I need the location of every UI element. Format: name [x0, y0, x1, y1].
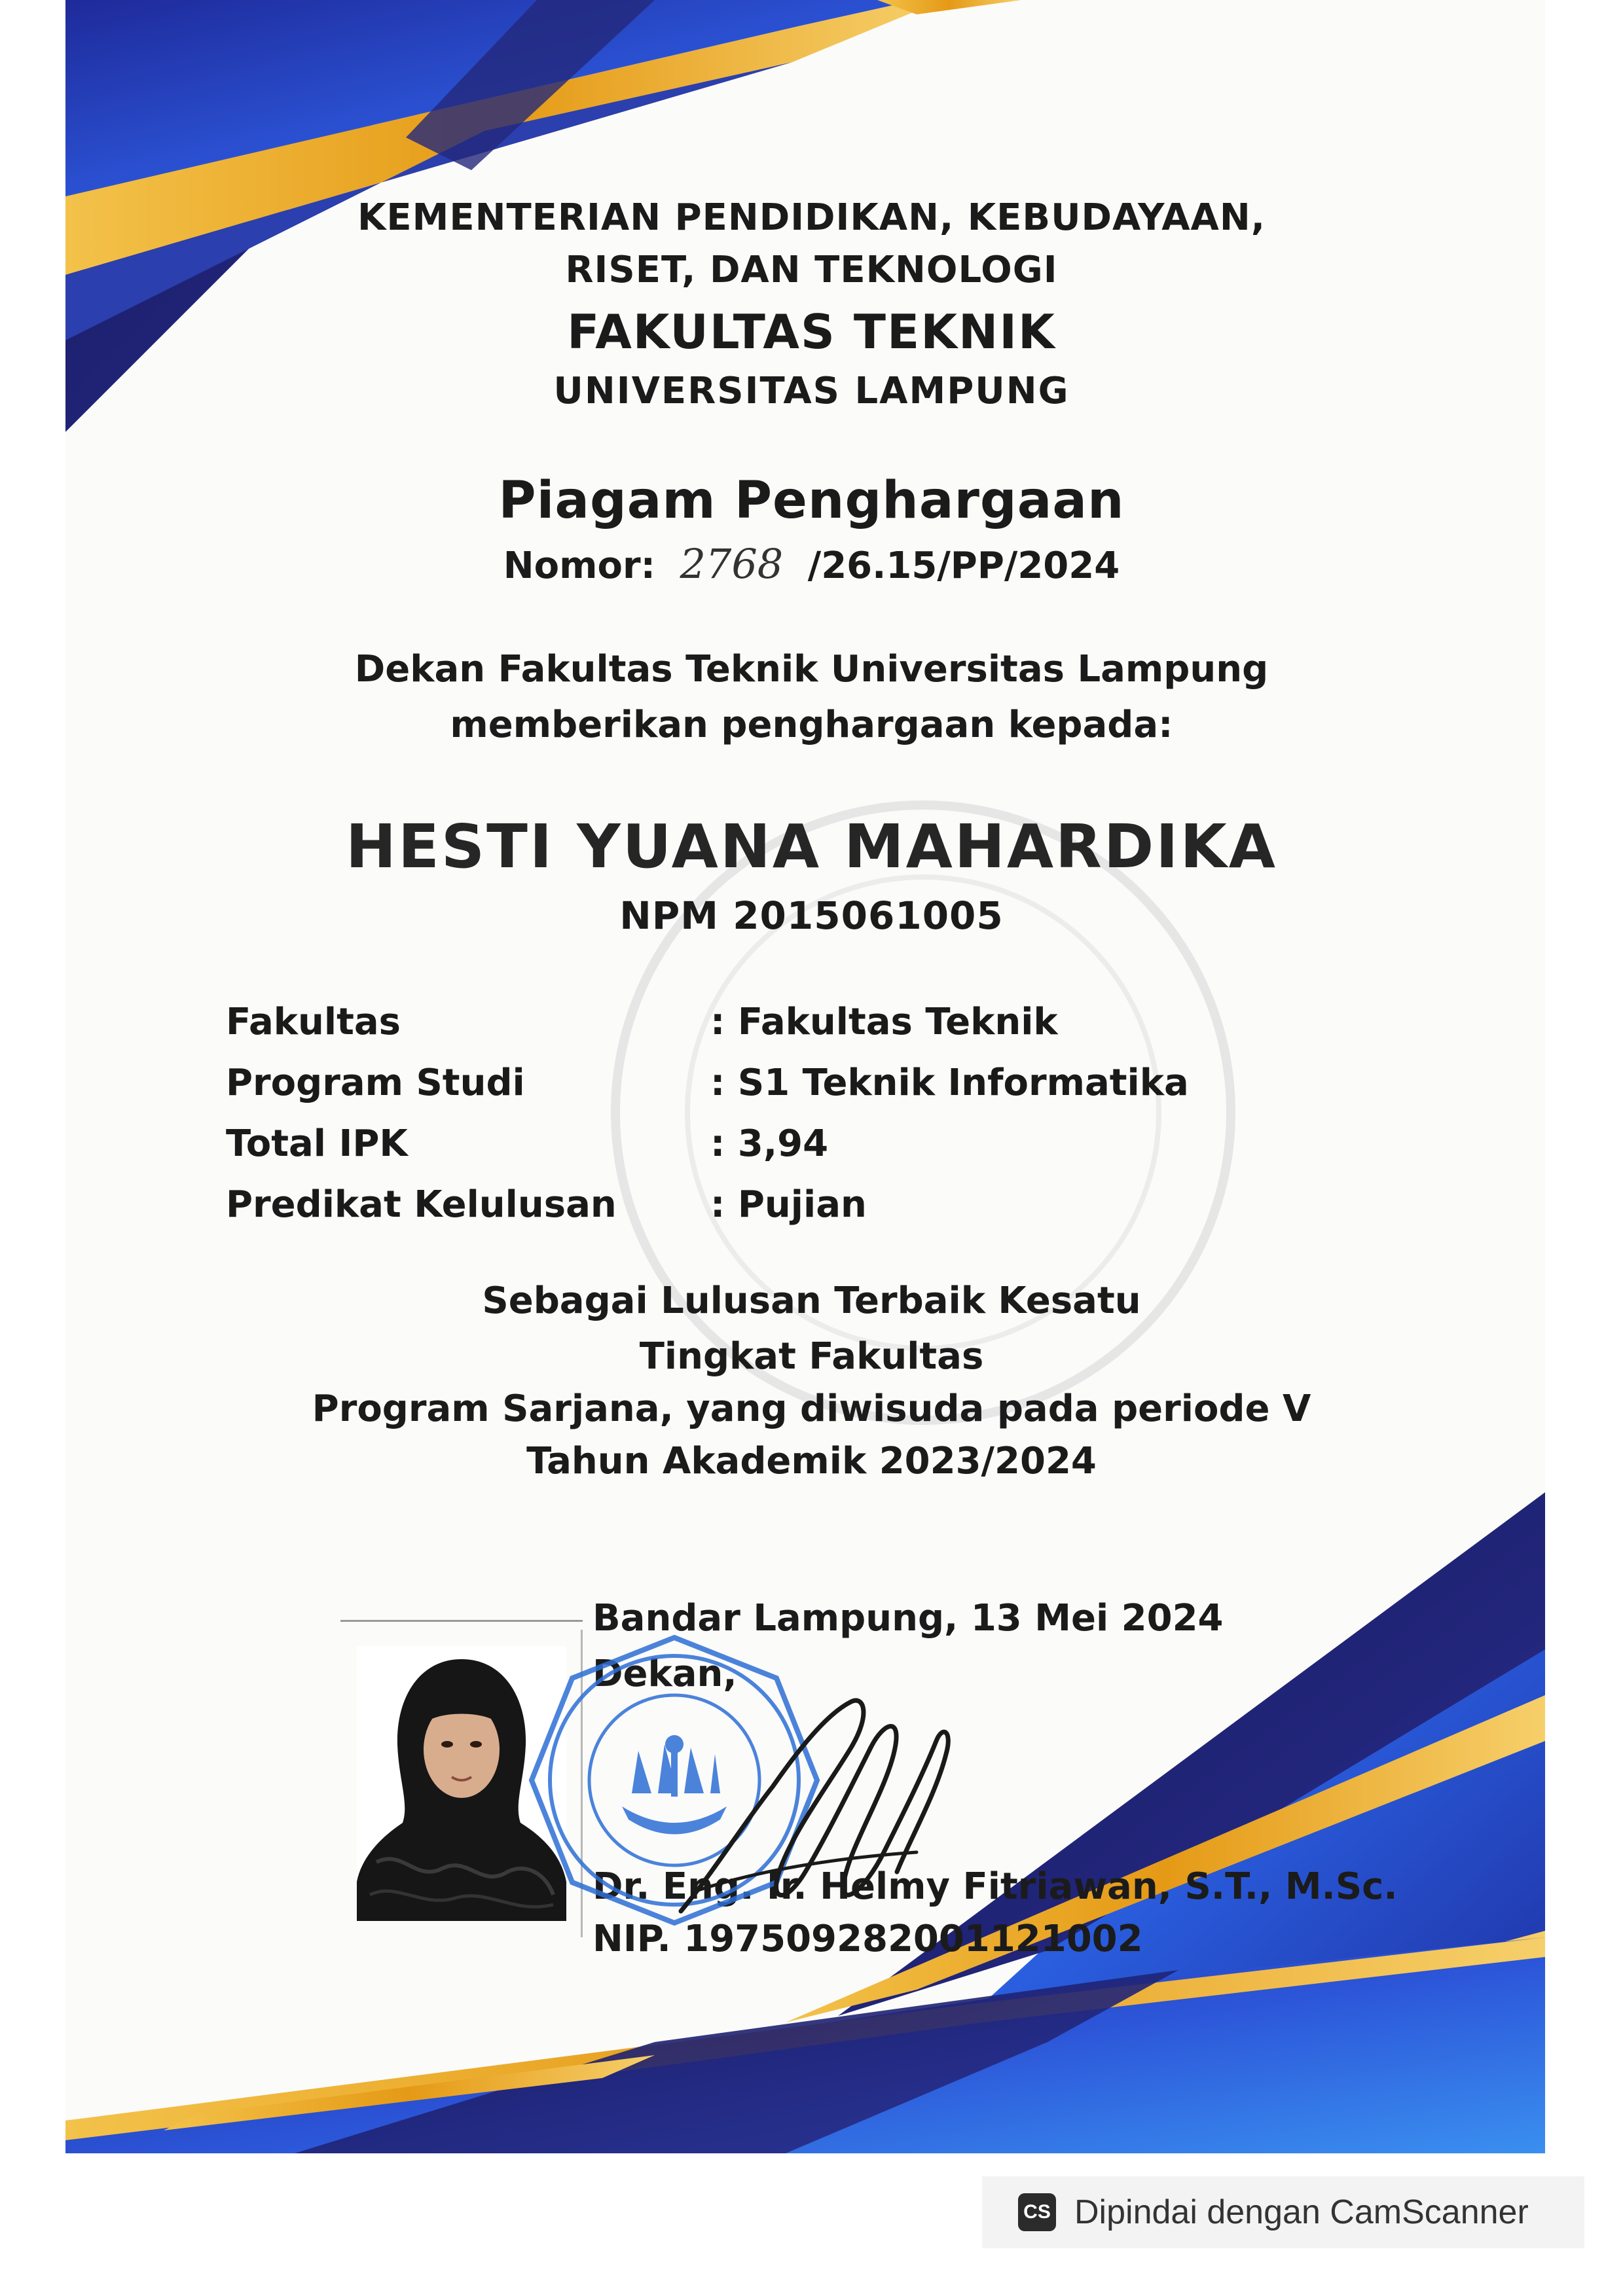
- detail-row: [226, 992, 1189, 1052]
- detail-row: [226, 1174, 1189, 1235]
- intro-line-1: Dekan Fakultas Teknik Universitas Lampung: [354, 648, 1269, 691]
- intro-line-2: memberikan penghargaan kepada:: [450, 704, 1173, 746]
- detail-row: [226, 1113, 1189, 1174]
- detail-label: Fakultas: [226, 1001, 401, 1043]
- closing-line-1: Sebagai Lulusan Terbaik Kesatu: [482, 1280, 1141, 1322]
- ministry-line-2: RISET, DAN TEKNOLOGI: [565, 249, 1058, 291]
- certificate-number: [0, 540, 1623, 588]
- dean-name: Dr. Eng. Ir. Helmy Fitriawan, S.T., M.Sc.: [593, 1865, 1398, 1908]
- number-handwritten: 2768: [680, 540, 784, 588]
- closing-line-2: Tingkat Fakultas: [639, 1335, 984, 1378]
- recipient-npm: NPM 2015061005: [619, 893, 1004, 938]
- ministry-line-1: KEMENTERIAN PENDIDIKAN, KEBUDAYAAN,: [357, 196, 1266, 239]
- university-heading: UNIVERSITAS LAMPUNG: [553, 370, 1070, 412]
- detail-value: : Pujian: [710, 1183, 867, 1226]
- camscanner-text: Dipindai dengan CamScanner: [1074, 2193, 1529, 2231]
- camscanner-logo-icon: CS: [1018, 2193, 1056, 2231]
- closing-line-4: Tahun Akademik 2023/2024: [526, 1440, 1097, 1482]
- dean-role: Dekan,: [593, 1653, 737, 1695]
- recipient-name: HESTI YUANA MAHARDIKA: [346, 812, 1277, 882]
- camscanner-watermark: [982, 2176, 1584, 2248]
- certificate-title: Piagam Penghargaan: [498, 471, 1125, 530]
- place-date: Bandar Lampung, 13 Mei 2024: [593, 1597, 1224, 1640]
- dean-signature: [655, 1676, 969, 1950]
- detail-row: [226, 1052, 1189, 1113]
- detail-value: : Fakultas Teknik: [710, 1001, 1058, 1043]
- details-table: [226, 992, 1189, 1235]
- closing-line-3: Program Sarjana, yang diwisuda pada periode V: [312, 1388, 1311, 1430]
- faculty-heading: FAKULTAS TEKNIK: [567, 304, 1056, 359]
- number-label: Nomor:: [503, 545, 655, 587]
- detail-label: Total IPK: [226, 1122, 408, 1165]
- number-suffix: /26.15/PP/2024: [807, 545, 1120, 587]
- detail-label: Predikat Kelulusan: [226, 1183, 617, 1226]
- detail-value: : 3,94: [710, 1122, 829, 1165]
- detail-value: : S1 Teknik Informatika: [710, 1062, 1189, 1104]
- detail-label: Program Studi: [226, 1062, 525, 1104]
- dean-nip: NIP. 197509282001121002: [593, 1918, 1143, 1960]
- photo-top-rule: [340, 1620, 583, 1622]
